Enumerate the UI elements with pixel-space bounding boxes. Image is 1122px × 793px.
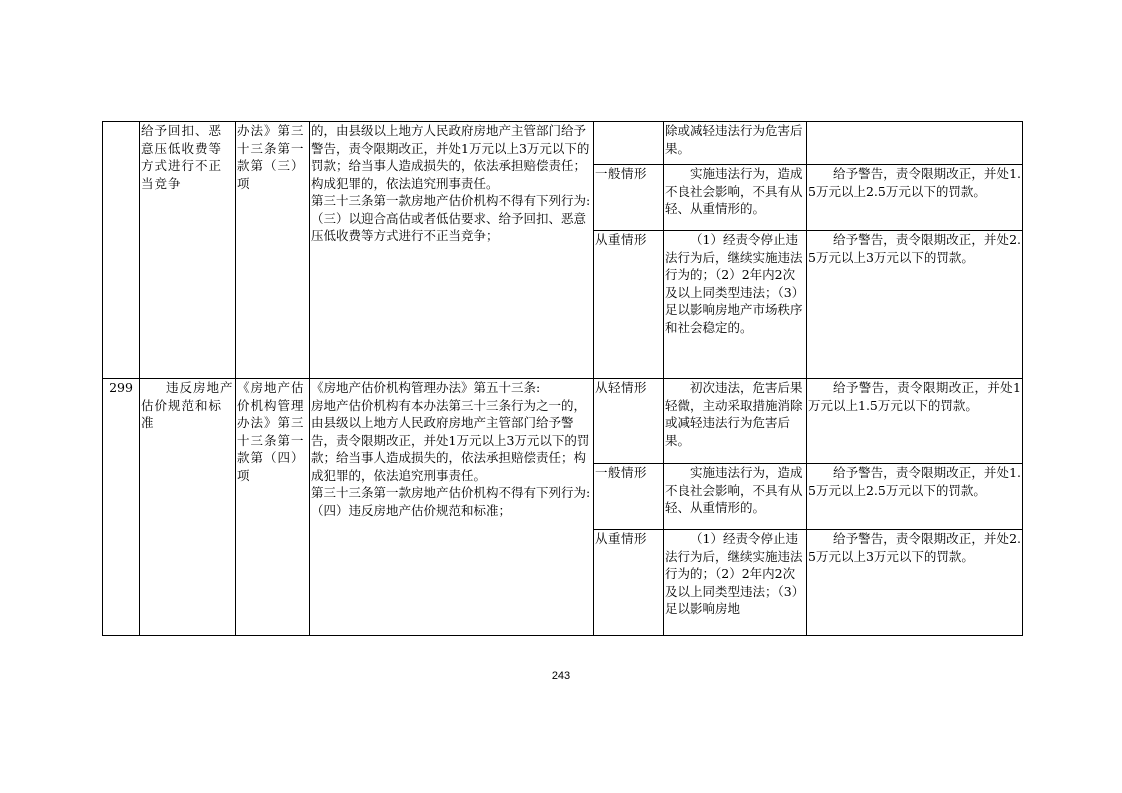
- penalty-text: 给予警告，责令限期改正，并处2.5万元以上3万元以下的罚款。: [808, 531, 1021, 564]
- condition-label: 从重情形: [594, 231, 664, 379]
- row-number-cell: [103, 122, 140, 379]
- page-number: 243: [551, 670, 571, 682]
- provision-text: 的，由县级以上地方人民政府房地产主管部门给予警告，责令限期改正，并处1万元以上3万元以下的罚款；给当事人造成损失的，依法承担赔偿责任；构成犯罪的，依法追究刑事责任。: [311, 123, 590, 191]
- condition-desc: （1）经责令停止违法行为后，继续实施违法行为的；（2）2年内2次及以上同类型违法；（3）足以影响房地产市场秩序和社会稳定的。: [665, 232, 805, 335]
- penalty-text: 给予警告，责令限期改正，并处1万元以上1.5万元以下的罚款。: [808, 380, 1021, 413]
- condition-label: 一般情形: [594, 165, 664, 231]
- provision-text: 房地产估价机构有本办法第三十三条行为之一的，由县级以上地方人民政府房地产主管部门给予警告，责令限期改正，并处1万元以上3万元以下的罚款；给当事人造成损失的，依法承担赔偿责任；构成犯罪的，依法追究刑事责任。: [311, 397, 590, 483]
- provision-cell: [310, 122, 594, 379]
- condition-desc-cell: [664, 379, 807, 464]
- condition-desc: 除或减轻违法行为危害后果。: [665, 123, 803, 156]
- violation-text: 违反房地产估价规范和标准: [141, 380, 234, 430]
- basis-law-cell: [236, 122, 310, 379]
- basis-law-cell: [236, 379, 310, 636]
- penalty-text: 给予警告，责令限期改正，并处1.5万元以上2.5万元以下的罚款。: [808, 166, 1021, 199]
- violation-text: 给予回扣、恶意压低收费等方式进行不正当竞争: [141, 123, 223, 191]
- provision-cell: [310, 379, 594, 636]
- row-number: 299: [103, 379, 140, 636]
- penalty-table: [102, 121, 1023, 636]
- condition-desc-cell: [664, 231, 807, 379]
- condition-desc-cell: [664, 464, 807, 530]
- table-row: [103, 122, 1023, 165]
- provision-text: 第三十三条第一款房地产估价机构不得有下列行为:: [311, 485, 591, 500]
- condition-label: 一般情形: [594, 464, 664, 530]
- violation-cell: [140, 379, 236, 636]
- table-row: [103, 379, 1023, 464]
- penalty-text: 给予警告，责令限期改正，并处1.5万元以上2.5万元以下的罚款。: [808, 465, 1021, 498]
- condition-desc: 实施违法行为，造成不良社会影响，不具有从轻、从重情形的。: [665, 166, 803, 216]
- condition-desc-cell: [664, 165, 807, 231]
- condition-desc: 实施违法行为，造成不良社会影响，不具有从轻、从重情形的。: [665, 465, 803, 515]
- condition-label: 从重情形: [594, 530, 664, 636]
- penalty-cell: [807, 165, 1023, 231]
- condition-label: 从轻情形: [594, 379, 664, 464]
- basis-law-text: 《房地产估价机构管理办法》第三十三条第一款第（四）项: [237, 380, 305, 483]
- condition-cell: [594, 122, 664, 165]
- provision-text: （四）违反房地产估价规范和标准；: [311, 502, 512, 518]
- provision-text: 第三十三条第一款房地产估价机构不得有下列行为:: [311, 193, 591, 208]
- condition-desc-cell: [664, 122, 807, 165]
- penalty-cell: [807, 530, 1023, 636]
- penalty-cell: [807, 122, 1023, 165]
- provision-text: 《房地产估价机构管理办法》第五十三条:: [311, 380, 541, 395]
- provision-text: （三）以迎合高估或者低估要求、给予回扣、恶意压低收费等方式进行不正当竞争；: [311, 210, 587, 243]
- condition-desc-cell: [664, 530, 807, 636]
- penalty-cell: [807, 379, 1023, 464]
- condition-desc: （1）经责令停止违法行为后，继续实施违法行为的；（2）2年内2次及以上同类型违法；（3）足以影响房地: [665, 531, 805, 616]
- condition-desc: 初次违法，危害后果轻微，主动采取措施消除或减轻违法行为危害后果。: [665, 380, 803, 448]
- penalty-text: 给予警告，责令限期改正，并处2.5万元以上3万元以下的罚款。: [808, 232, 1021, 265]
- basis-law-text: 办法》第三十三条第一款第（三）项: [237, 123, 305, 191]
- penalty-cell: [807, 464, 1023, 530]
- penalty-cell: [807, 231, 1023, 379]
- violation-cell: [140, 122, 236, 379]
